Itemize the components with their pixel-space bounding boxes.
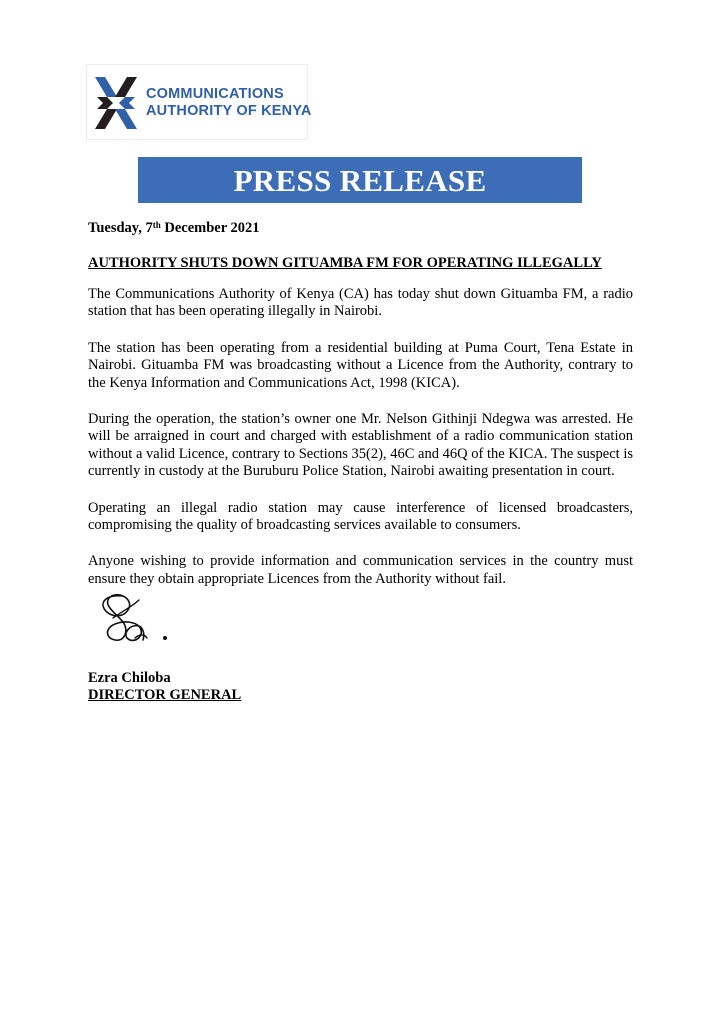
paragraph-2: The station has been operating from a residential building at Puma Court, Tena Estate in Nairobi. Gituamba FM was broadcasting without a Licence from the Authority, contrary to the Kenya Information and Communications Act, 1998 (KICA).: [88, 339, 633, 391]
body-text: [88, 286, 633, 607]
paragraph-4: Operating an illegal radio station may cause interference of licensed broadcasters, compromising the quality of broadcasting services available to consumers.: [88, 499, 633, 534]
paragraph-1: The Communications Authority of Kenya (CA) has today shut down Gituamba FM, a radio station that has been operating illegally in Nairobi.: [88, 286, 633, 320]
paragraph-3: During the operation, the station’s owner one Mr. Nelson Githinji Ndegwa was arrested. He will be arraigned in court and charged with establishment of a radio communication station without a valid Licence, contrary to Sections 35(2), 46C and 46Q of the KICA. The suspect is currently in custody at the Buruburu Police Station, Nairobi awaiting presentation in court.: [88, 411, 633, 480]
signatory-name: Ezra Chiloba: [88, 670, 171, 686]
paragraph-5: Anyone wishing to provide information and communication services in the country must ensure they obtain appropriate Licences from the Authority without fail.: [88, 553, 633, 587]
press-release-banner: PRESS RELEASE: [138, 157, 582, 203]
date-prefix: Tuesday, 7: [88, 220, 153, 236]
date-suffix: December 2021: [160, 220, 260, 236]
signatory-title: DIRECTOR GENERAL: [88, 687, 242, 703]
headline: AUTHORITY SHUTS DOWN GITUAMBA FM FOR OPERATING ILLEGALLY: [88, 255, 602, 271]
ca-logo-mark-icon: [93, 73, 139, 133]
logo-line-1: COMMUNICATIONS: [146, 86, 284, 102]
ca-logo: [86, 64, 312, 140]
signature-icon: [93, 588, 175, 648]
logo-line-2: AUTHORITY OF KENYA: [146, 103, 312, 119]
release-date: [88, 219, 260, 237]
ca-logo-text: [146, 86, 312, 120]
date-superscript: th: [152, 220, 161, 230]
